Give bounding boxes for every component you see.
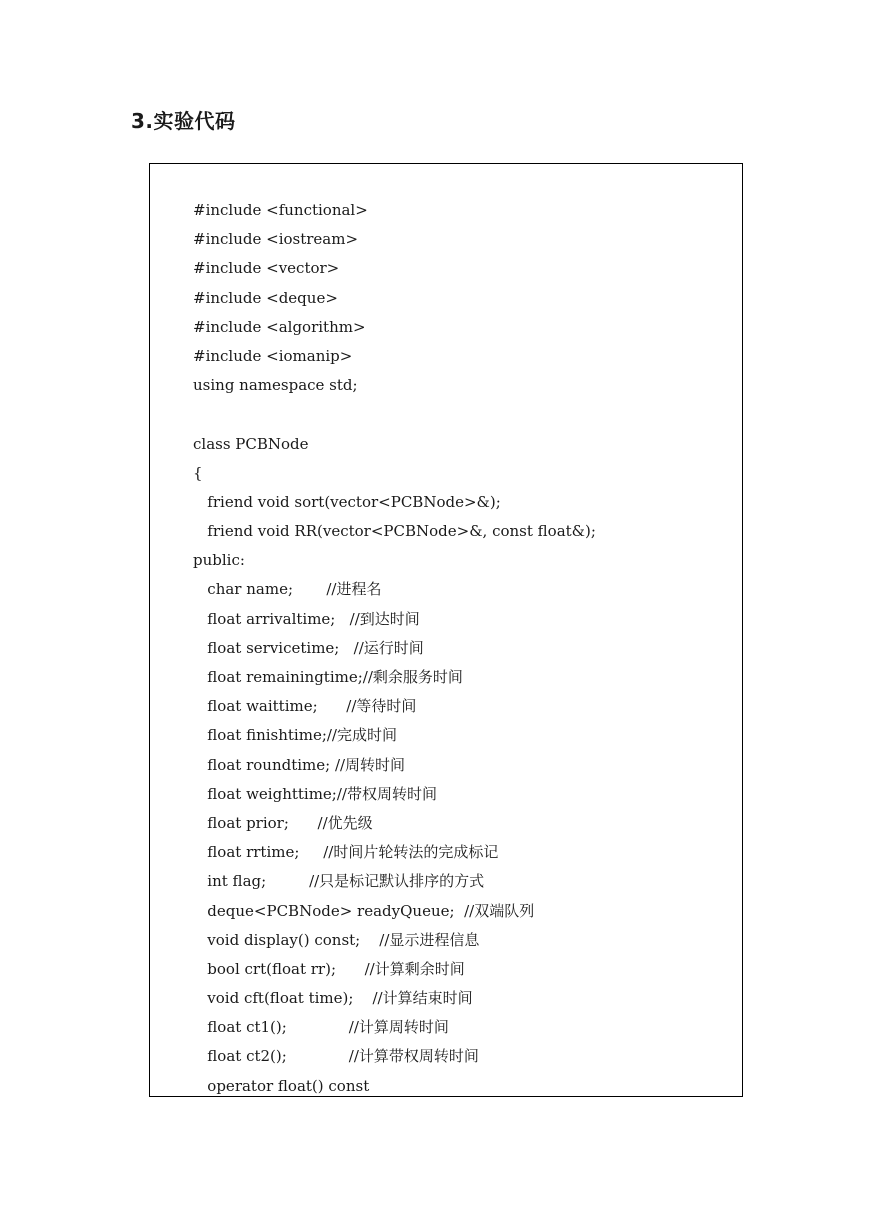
code-line: float ct1(); //计算周转时间 [193, 1018, 449, 1037]
code-line: float arrivaltime; //到达时间 [193, 609, 420, 628]
code-line: operator float() const [193, 1076, 370, 1095]
code-line: float servicetime; //运行时间 [193, 638, 424, 657]
code-line: #include <iostream> [193, 230, 359, 249]
code-line: friend void RR(vector<PCBNode>&, const float&); [193, 522, 596, 541]
code-line: float rrtime; //时间片轮转法的完成标记 [193, 843, 499, 862]
code-line: char name; //进程名 [193, 580, 382, 599]
code-line: friend void sort(vector<PCBNode>&); [193, 492, 501, 511]
code-line: deque<PCBNode> readyQueue; //双端队列 [193, 901, 535, 920]
code-line: float remainingtime;//剩余服务时间 [193, 668, 463, 686]
code-line: float weighttime;//带权周转时间 [193, 784, 437, 803]
code-line [193, 400, 596, 429]
code-line: void display() const; //显示进程信息 [193, 930, 480, 949]
code-line: bool crt(float rr); //计算剩余时间 [193, 959, 465, 978]
code-line: #include <vector> [193, 259, 340, 278]
code-line: void cft(float time); //计算结束时间 [193, 989, 473, 1008]
code-line: public: [193, 551, 245, 570]
code-line: #include <iomanip> [193, 346, 353, 365]
code-line: float waittime; //等待时间 [193, 697, 417, 716]
code-line: #include <deque> [193, 288, 338, 307]
code-block [149, 163, 743, 1097]
code-line: using namespace std; [193, 376, 358, 395]
code-line: { [193, 463, 203, 482]
code-line: float finishtime;//完成时间 [193, 726, 397, 745]
code-line: class PCBNode [193, 434, 309, 453]
code-lines [193, 196, 596, 1097]
code-line: float roundtime; //周转时间 [193, 755, 406, 774]
code-line: #include <functional> [193, 201, 368, 219]
code-line: float prior; //优先级 [193, 813, 373, 832]
code-line: #include <algorithm> [193, 317, 366, 336]
code-line: int flag; //只是标记默认排序的方式 [193, 872, 485, 891]
section-title: 3.实验代码 [131, 109, 236, 133]
code-line: float ct2(); //计算带权周转时间 [193, 1047, 479, 1066]
